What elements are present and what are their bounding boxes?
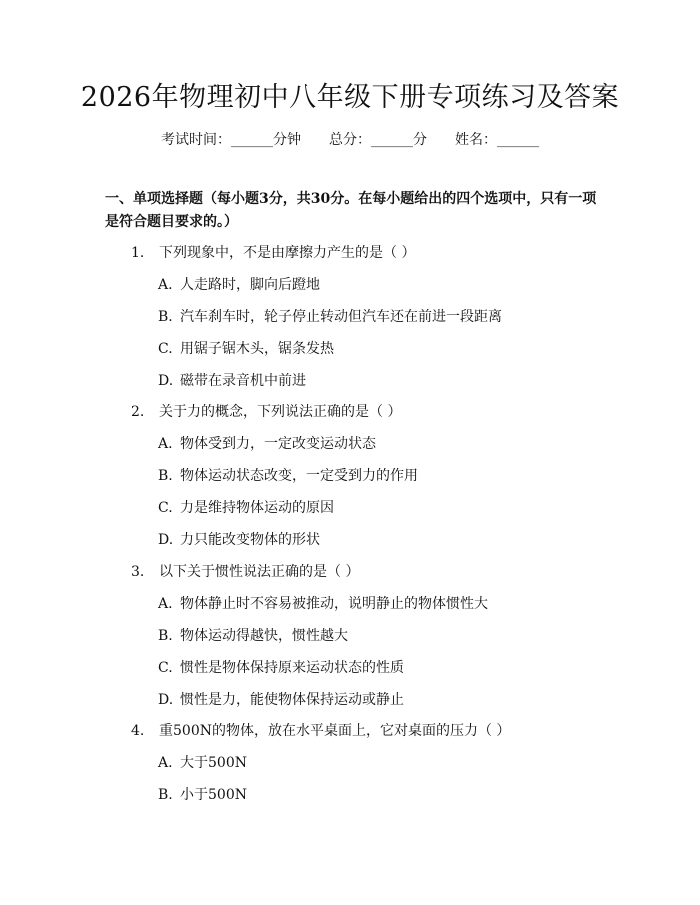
option-letter: B. [158, 468, 173, 484]
option-text: 力是维持物体运动的原因 [180, 500, 334, 516]
option-text: 惯性是物体保持原来运动状态的性质 [180, 660, 404, 676]
option-letter: C. [158, 341, 173, 357]
option-text: 力只能改变物体的形状 [180, 532, 320, 548]
question-3-option-a [158, 594, 488, 614]
question-2-option-c [158, 498, 334, 518]
question-1-option-b [158, 307, 502, 327]
option-letter: D. [158, 373, 174, 389]
page-title: 2026年物理初中八年级下册专项练习及答案 [80, 82, 620, 113]
question-4-option-a [158, 753, 247, 773]
option-text: 用锯子锯木头，锯条发热 [180, 341, 334, 357]
option-letter: A. [158, 596, 173, 612]
option-text: 人走路时，脚向后蹬地 [180, 277, 320, 293]
question-number: 3. [131, 564, 145, 580]
question-2 [131, 402, 401, 422]
question-2-option-a [158, 434, 376, 454]
question-text: 下列现象中，不是由摩擦力产生的是（ ） [159, 245, 416, 261]
question-text: 关于力的概念，下列说法正确的是（ ） [159, 404, 402, 420]
option-text: 汽车刹车时，轮子停止转动但汽车还在前进一段距离 [180, 309, 502, 325]
question-3-option-c [158, 658, 404, 678]
option-text: 磁带在录音机中前进 [180, 373, 306, 389]
option-letter: B. [158, 628, 173, 644]
question-number: 4. [131, 723, 145, 739]
question-4-option-b [158, 785, 247, 805]
question-3-option-d [158, 690, 404, 710]
question-2-option-b [158, 466, 418, 486]
question-1-option-c [158, 339, 334, 359]
student-name: 姓名：______ [455, 132, 539, 148]
question-text: 重500N的物体，放在水平桌面上，它对桌面的压力（ ） [159, 723, 511, 739]
option-letter: A. [158, 436, 173, 452]
question-text: 以下关于惯性说法正确的是（ ） [159, 564, 360, 580]
section-heading: 一、单项选择题（每小题3分，共30分。在每小题给出的四个选项中，只有一项是符合题目要求的。） [105, 191, 597, 230]
option-text: 物体受到力，一定改变运动状态 [180, 436, 376, 452]
question-2-option-d [158, 530, 320, 550]
exam-meta [0, 130, 700, 150]
option-letter: B. [158, 787, 173, 803]
option-text: 惯性是力，能使物体保持运动或静止 [180, 692, 404, 708]
question-4 [131, 721, 510, 741]
question-1 [131, 243, 415, 263]
question-3-option-b [158, 626, 348, 646]
option-letter: D. [158, 692, 174, 708]
exam-score: 总分：______分 [329, 132, 427, 148]
option-text: 物体运动得越快，惯性越大 [180, 628, 348, 644]
option-letter: D. [158, 532, 174, 548]
option-letter: A. [158, 277, 173, 293]
option-letter: B. [158, 309, 173, 325]
option-text: 物体运动状态改变，一定受到力的作用 [180, 468, 418, 484]
question-number: 2. [131, 404, 145, 420]
option-text: 物体静止时不容易被推动，说明静止的物体惯性大 [180, 596, 488, 612]
option-text: 小于500N [180, 787, 247, 803]
option-text: 大于500N [180, 755, 247, 771]
question-1-option-d [158, 371, 306, 391]
option-letter: A. [158, 755, 173, 771]
exam-time: 考试时间：______分钟 [161, 132, 301, 148]
question-number: 1. [131, 245, 145, 261]
question-1-option-a [158, 275, 320, 295]
option-letter: C. [158, 500, 173, 516]
question-3 [131, 562, 359, 582]
option-letter: C. [158, 660, 173, 676]
